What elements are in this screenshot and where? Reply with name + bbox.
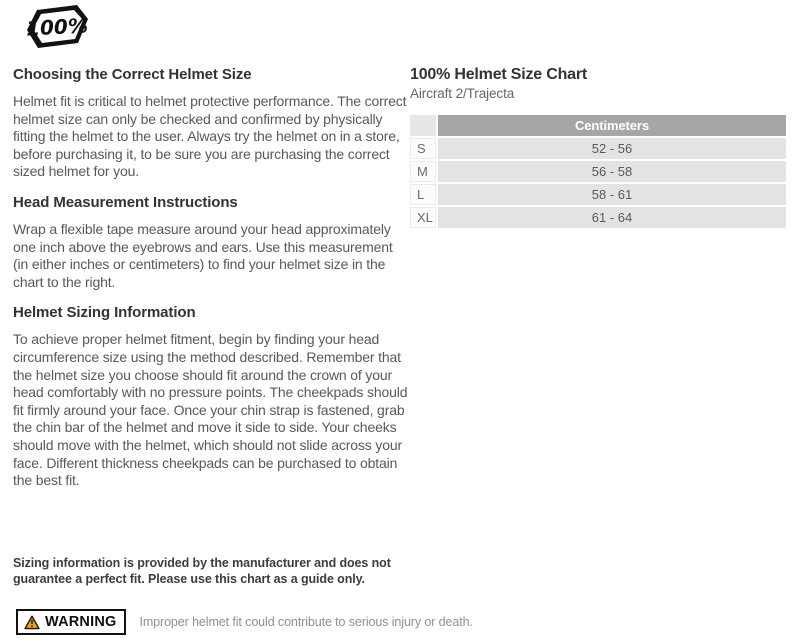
100-percent-logo-icon — [26, 4, 89, 49]
brand-logo — [26, 4, 89, 54]
helmet-size-table — [408, 113, 788, 230]
section-choosing-size — [13, 66, 409, 181]
section-head-measurement — [13, 194, 409, 291]
table-row — [410, 207, 786, 228]
warning-row — [16, 609, 473, 635]
table-corner-cell — [410, 115, 436, 136]
warning-triangle-icon — [24, 615, 40, 630]
section-body: To achieve proper helmet fitment, begin by finding your head circumference size using the method described. Remember that the helmet size you choose should fit around the crown of your head comfortably with no pressure points. The cheekpads should fit firmly around your face. Once your chin strap is fastened, grab the chin bar of the helmet and move it side to side. Your cheeks should move with the helmet, which should not slide across your face. Different thickness cheekpads can be purchased to obtain the best fit. — [13, 331, 408, 489]
size-range-cm: 56 - 58 — [438, 161, 786, 182]
size-range-cm: 61 - 64 — [438, 207, 786, 228]
size-chart-subtitle: Aircraft 2/Trajecta — [410, 86, 515, 101]
centimeters-column-header: Centimeters — [438, 115, 786, 136]
size-label: L — [410, 184, 436, 205]
sizing-info-column — [13, 66, 409, 503]
size-range-cm: 52 - 56 — [438, 138, 786, 159]
section-helmet-sizing — [13, 304, 409, 489]
section-heading: Head Measurement Instructions — [13, 193, 238, 211]
warning-badge-label: WARNING — [45, 614, 117, 630]
warning-badge — [16, 609, 126, 635]
logo-text: 100% — [26, 13, 89, 41]
size-label: S — [410, 138, 436, 159]
table-row — [410, 138, 786, 159]
table-row — [410, 184, 786, 205]
size-range-cm: 58 - 61 — [438, 184, 786, 205]
table-header-row — [410, 115, 786, 136]
section-heading: Choosing the Correct Helmet Size — [13, 66, 252, 83]
warning-message: Improper helmet fit could contribute to serious injury or death. — [139, 615, 473, 629]
sizing-disclaimer: Sizing information is provided by the manufacturer and does not guarantee a perfect fit. Please use this chart as a guide only. — [13, 556, 391, 586]
section-body: Helmet fit is critical to helmet protective performance. The correct helmet size can only be checked and confirmed by physically fitting the helmet to the user. Always try the helmet on in a store, before purchasing it, to be sure you are purchasing the correct sized helmet for you. — [13, 93, 407, 180]
size-label: XL — [410, 207, 436, 228]
size-label: M — [410, 161, 436, 182]
section-heading: Helmet Sizing Information — [13, 304, 196, 322]
table-row — [410, 161, 786, 182]
size-chart-panel — [410, 66, 790, 230]
size-chart-title: 100% Helmet Size Chart — [410, 66, 588, 83]
section-body: Wrap a flexible tape measure around your head approximately one inch above the eyebrows and ears. Use this measurement (in either inches or centimeters) to find your helmet size in the chart to the right. — [13, 220, 393, 290]
